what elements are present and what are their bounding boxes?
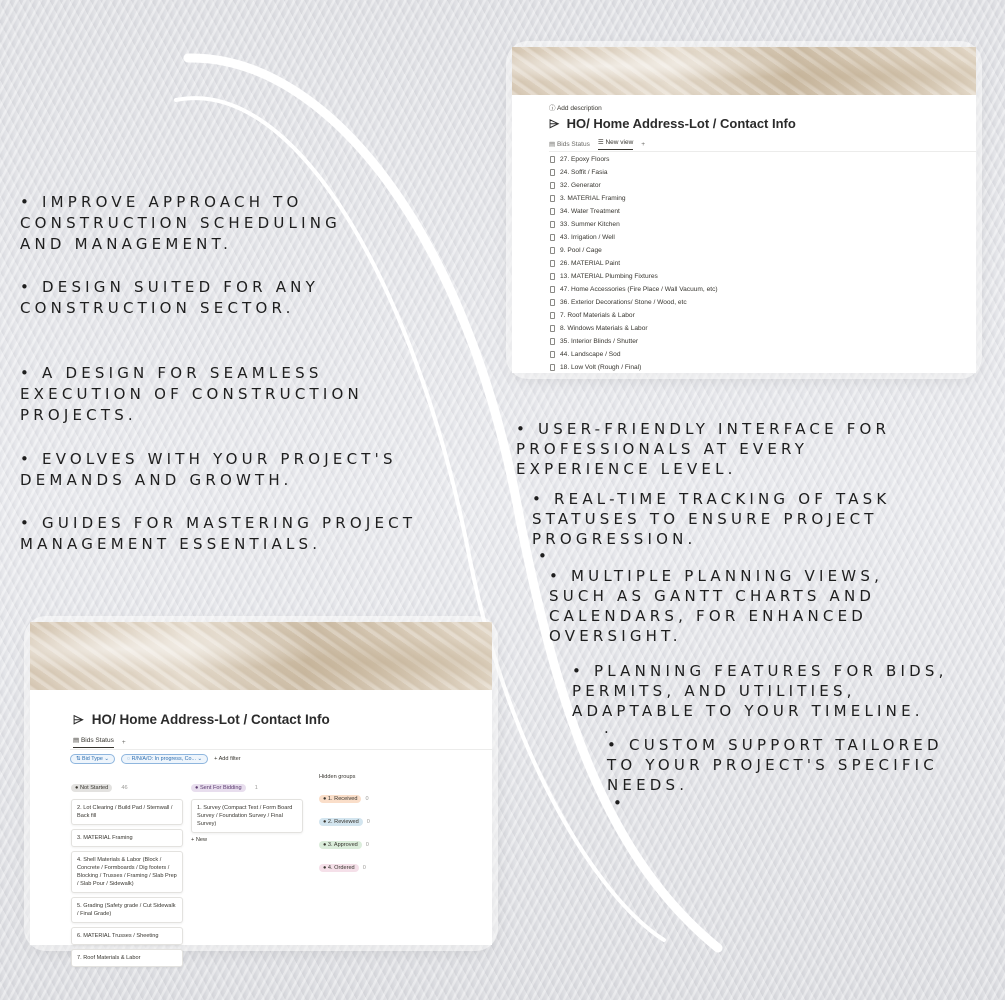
right-feature-7: • CUSTOM SUPPORT TAILORED TO YOUR PROJECT'S SPECIFIC NEEDS. [607,736,943,794]
filter-bid-type[interactable]: ⇅ Bid Type ⌄ [70,754,115,764]
page-icon [550,364,555,371]
tab-new-view[interactable]: ☰ New view [598,138,633,150]
items-list [550,153,718,374]
status-badge: ● 2. Reviewed [319,818,363,826]
list-item[interactable] [550,361,718,374]
page-title: ⌲ HO/ Home Address-Lot / Contact Info [549,116,796,131]
page-icon [550,169,555,176]
list-item-label: 36. Exterior Decorations/ Stone / Wood, etc [560,299,687,306]
page-icon [550,325,555,332]
status-badge: ● 1. Received [319,795,361,803]
group-count: 0 [366,819,370,825]
cover-image [512,47,976,95]
list-item[interactable] [550,283,718,296]
tab-divider [549,151,976,152]
board-card[interactable]: 1. Survey (Compact Test / Form Board Survey / Foundation Survey / Final Survey) [191,799,303,833]
list-item-label: 24. Soffit / Fasia [560,169,608,176]
page-icon [550,260,555,267]
megaphone-icon: ⌲ [549,116,560,131]
hidden-groups [319,774,409,877]
list-item[interactable] [550,218,718,231]
hidden-group-row[interactable] [319,854,409,873]
status-badge: ● 3. Approved [319,841,362,849]
page-icon [550,182,555,189]
page-icon [550,195,555,202]
list-item-label: 35. Interior Blinds / Shutter [560,338,639,345]
list-item[interactable] [550,270,718,283]
list-item[interactable] [550,231,718,244]
hidden-group-row[interactable] [319,831,409,850]
list-item[interactable] [550,179,718,192]
page-icon [550,208,555,215]
left-feature-4: • EVOLVES WITH YOUR PROJECT'S DEMANDS AND GROWTH. [20,450,397,489]
left-feature-3: • A DESIGN FOR SEAMLESS EXECUTION OF CONSTRUCTION PROJECTS. [20,364,363,424]
right-feature-3: • [538,547,552,565]
list-item[interactable] [550,296,718,309]
list-item-label: 33. Summer Kitchen [560,221,620,228]
page-icon [550,338,555,345]
tab-bids-status[interactable]: ▤ Bids Status [73,736,114,748]
group-count: 0 [365,842,369,848]
filter-bar [70,754,241,764]
list-item-label: 43. Irrigation / Well [560,234,615,241]
list-item[interactable] [550,192,718,205]
board-card[interactable]: 2. Lot Clearing / Build Pad / Stemwall / Back fill [71,799,183,825]
right-feature-2: • REAL-TIME TRACKING OF TASK STATUSES TO ENSURE PROJECT PROGRESSION. [532,490,891,548]
list-item[interactable] [550,309,718,322]
page-icon [550,247,555,254]
page-title: ⌲ HO/ Home Address-Lot / Contact Info [73,712,330,727]
hidden-group-row[interactable] [319,808,409,827]
board-card[interactable]: 6. MATERIAL Trusses / Sheeting [71,927,183,945]
hidden-group-row[interactable] [319,785,409,804]
cover-image [30,622,492,690]
page-icon [550,234,555,241]
page-icon [550,221,555,228]
view-tabs [73,736,126,748]
list-item-label: 13. MATERIAL Plumbing Fixtures [560,273,658,280]
status-badge: ● 4. Ordered [319,864,359,872]
add-description[interactable]: ⓘ Add description [549,105,602,112]
list-item[interactable] [550,244,718,257]
group-count: 46 [121,785,128,791]
right-feature-8: • [613,794,627,812]
page-icon [550,351,555,358]
list-item[interactable] [550,322,718,335]
page-icon [550,156,555,163]
page-body [30,690,492,961]
tab-bids-status[interactable]: ▤ Bids Status [549,141,590,148]
page-body [512,95,976,373]
status-badge: ● Not Started [71,784,112,792]
hidden-groups-label: Hidden groups [319,774,356,780]
board-column-not-started [71,774,183,971]
list-item[interactable] [550,153,718,166]
filter-status[interactable]: ◌ R/N/A/O: In progress, Co... ⌄ [121,754,208,764]
group-count: 0 [362,865,366,871]
view-tabs [549,138,645,150]
list-item-label: 34. Water Treatment [560,208,620,215]
add-filter-button[interactable]: + Add filter [214,756,241,762]
right-feature-4: • MULTIPLE PLANNING VIEWS, SUCH AS GANTT CHARTS AND CALENDARS, FOR ENHANCED OVERSIGHT. [549,567,884,645]
board-card[interactable]: 3. MATERIAL Framing [71,829,183,847]
list-item-label: 3. MATERIAL Framing [560,195,626,202]
board-card[interactable]: 5. Grading (Safety grade / Cut Sidewalk / Final Grade) [71,897,183,923]
right-feature-1: • USER-FRIENDLY INTERFACE FOR PROFESSIONALS AT EVERY EXPERIENCE LEVEL. [516,420,891,478]
list-item-label: 26. MATERIAL Paint [560,260,621,267]
group-count: 1 [254,785,258,791]
board-card[interactable]: 7. Roof Materials & Labor [71,949,183,967]
list-item-label: 32. Generator [560,182,601,189]
list-item-label: 47. Home Accessories (Fire Place / Wall Vacuum, etc) [560,286,718,293]
right-feature-6: . [604,719,613,737]
group-count: 0 [365,796,369,802]
tab-divider [70,749,492,750]
list-item-label: 18. Low Volt (Rough / Final) [560,364,642,371]
top-app-screenshot [512,47,976,373]
list-item-label: 44. Landscape / Sod [560,351,621,358]
page-icon [550,312,555,319]
list-item[interactable] [550,205,718,218]
list-item[interactable] [550,335,718,348]
left-feature-5: • GUIDES FOR MASTERING PROJECT MANAGEMENT ESSENTIALS. [20,514,417,553]
bottom-app-screenshot [30,622,492,961]
page-icon [550,299,555,306]
left-feature-2: • DESIGN SUITED FOR ANY CONSTRUCTION SECTOR. [20,278,319,317]
right-feature-5: • PLANNING FEATURES FOR BIDS, PERMITS, AND UTILITIES, ADAPTABLE TO YOUR TIMELINE. [572,662,948,720]
page-icon [550,273,555,280]
list-item-label: 27. Epoxy Floors [560,156,610,163]
list-item[interactable] [550,166,718,179]
board-column-sent-for-bidding [191,774,303,843]
list-item[interactable] [550,257,718,270]
new-card-button[interactable]: + New [191,837,208,843]
left-feature-1: • IMPROVE APPROACH TO CONSTRUCTION SCHEDULING AND MANAGEMENT. [20,193,341,253]
page-icon [550,286,555,293]
list-item-label: 9. Pool / Cage [560,247,602,254]
add-view-button[interactable]: + [121,738,126,746]
list-item[interactable] [550,348,718,361]
list-item-label: 8. Windows Materials & Labor [560,325,648,332]
status-badge: ● Sent For Bidding [191,784,246,792]
list-item-label: 7. Roof Materials & Labor [560,312,635,319]
add-view-button[interactable]: + [641,140,646,148]
info-icon: ⓘ [549,105,557,112]
megaphone-icon: ⌲ [73,712,84,727]
board-card[interactable]: 4. Shell Materials & Labor (Block / Concrete / Formboards / Dig footers / Blocking / Trusses / Framing / Slab Prep / Slab Pour / Sidewalk) [71,851,183,893]
